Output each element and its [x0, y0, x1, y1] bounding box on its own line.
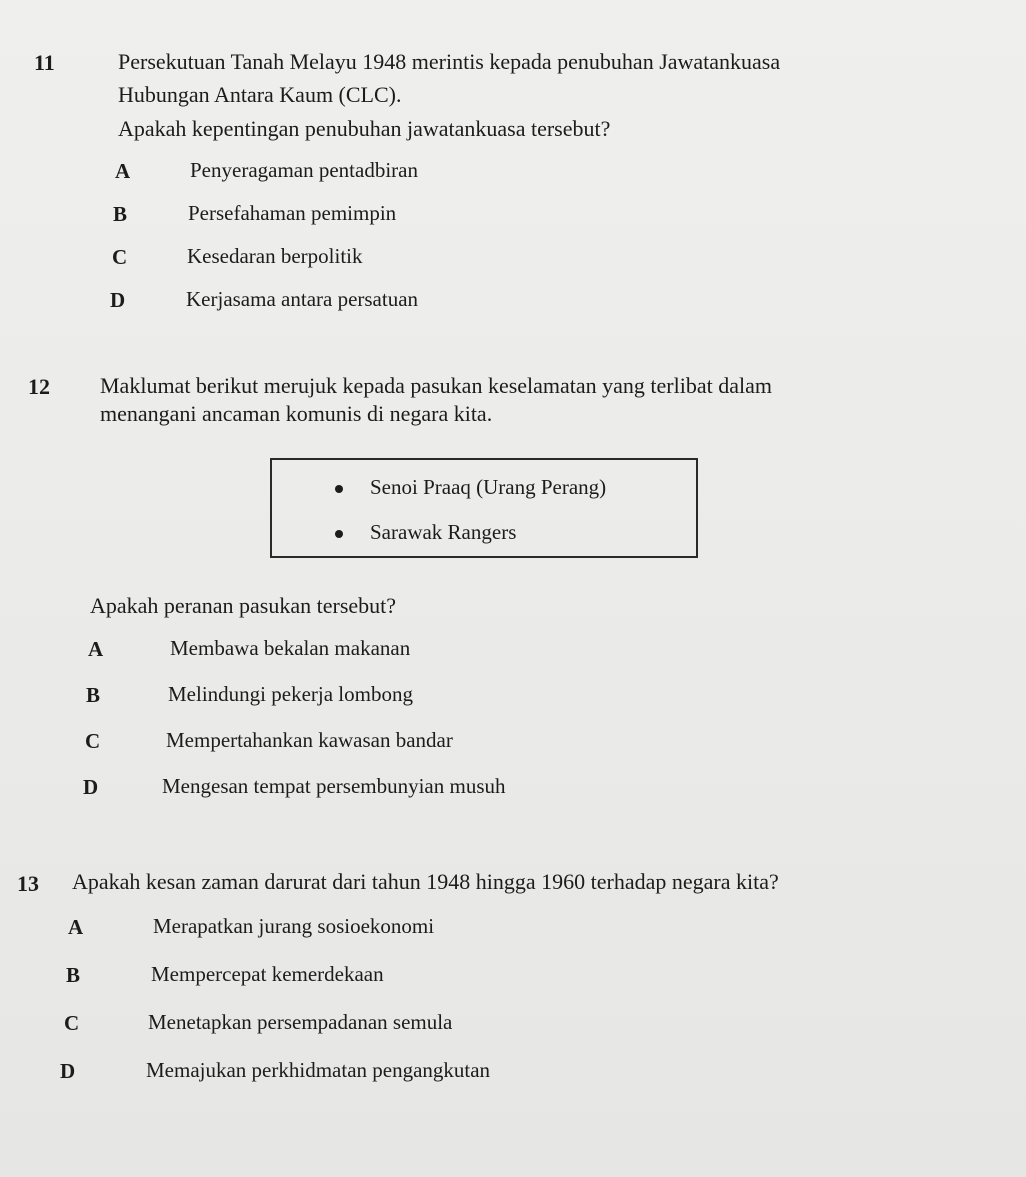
option-c-letter[interactable]: C: [112, 245, 128, 269]
info-box: [270, 458, 698, 558]
option-a-letter[interactable]: A: [68, 915, 84, 939]
info-item: Senoi Praaq (Urang Perang): [370, 475, 607, 499]
option-a-text[interactable]: Penyeragaman pentadbiran: [190, 158, 418, 182]
question-stem-line: Hubungan Antara Kaum (CLC).: [118, 82, 402, 107]
info-item: Sarawak Rangers: [370, 520, 517, 544]
question-stem-line: Persekutuan Tanah Melayu 1948 merintis kepada penubuhan Jawatankuasa: [118, 49, 781, 74]
option-b-text[interactable]: Persefahaman pemimpin: [188, 201, 397, 225]
option-a-text[interactable]: Membawa bekalan makanan: [170, 636, 411, 660]
option-d-letter[interactable]: D: [110, 288, 126, 312]
question-prompt: Apakah kepentingan penubuhan jawatankuasa tersebut?: [118, 116, 611, 141]
bullet-icon: [335, 530, 343, 538]
option-d-text[interactable]: Memajukan perkhidmatan pengangkutan: [146, 1058, 491, 1082]
option-a-letter[interactable]: A: [115, 159, 131, 183]
option-d-text[interactable]: Kerjasama antara persatuan: [186, 287, 419, 311]
question-stem-line: menangani ancaman komunis di negara kita.: [100, 401, 493, 426]
question-number: 11: [34, 50, 55, 75]
question-prompt: Apakah peranan pasukan tersebut?: [90, 593, 397, 618]
option-c-text[interactable]: Mempertahankan kawasan bandar: [166, 728, 453, 752]
option-b-text[interactable]: Mempercepat kemerdekaan: [151, 962, 384, 986]
bullet-icon: [335, 485, 343, 493]
option-c-text[interactable]: Menetapkan persempadanan semula: [148, 1010, 453, 1034]
option-d-text[interactable]: Mengesan tempat persembunyian musuh: [162, 774, 506, 798]
question-number: 13: [17, 871, 39, 896]
option-b-letter[interactable]: B: [86, 683, 101, 707]
option-a-text[interactable]: Merapatkan jurang sosioekonomi: [153, 914, 435, 938]
option-c-letter[interactable]: C: [64, 1011, 80, 1035]
option-c-text[interactable]: Kesedaran berpolitik: [187, 244, 363, 268]
option-a-letter[interactable]: A: [88, 637, 104, 661]
question-stem-line: Maklumat berikut merujuk kepada pasukan keselamatan yang terlibat dalam: [100, 373, 772, 398]
option-b-letter[interactable]: B: [113, 202, 128, 226]
option-d-letter[interactable]: D: [60, 1059, 76, 1083]
question-number: 12: [28, 374, 50, 399]
option-b-text[interactable]: Melindungi pekerja lombong: [168, 682, 413, 706]
option-c-letter[interactable]: C: [85, 729, 101, 753]
option-b-letter[interactable]: B: [66, 963, 81, 987]
option-d-letter[interactable]: D: [83, 775, 99, 799]
question-stem-line: Apakah kesan zaman darurat dari tahun 1948 hingga 1960 terhadap negara kita?: [72, 869, 779, 894]
